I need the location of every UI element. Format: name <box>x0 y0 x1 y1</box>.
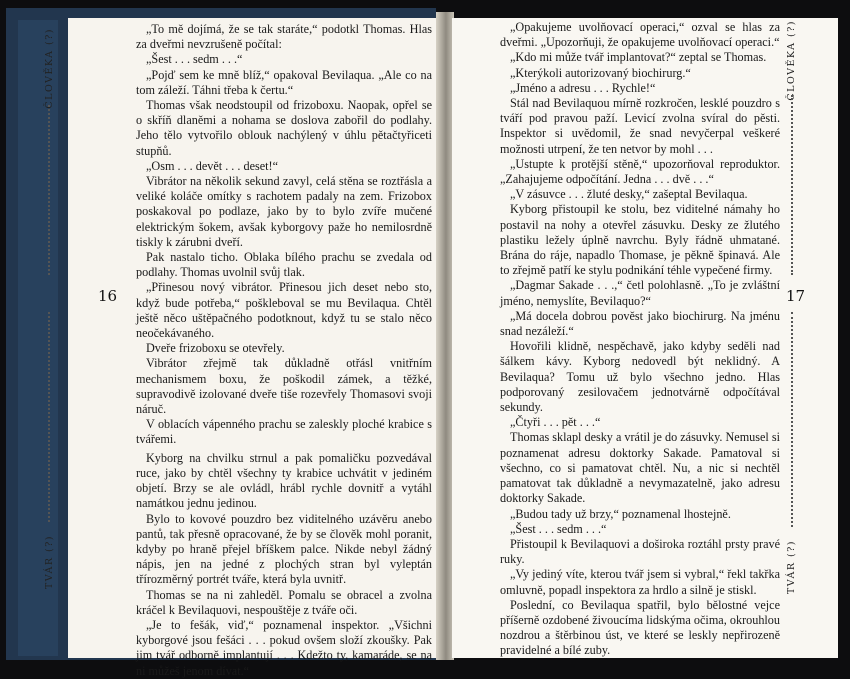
right-page-number: 17 <box>786 287 806 305</box>
paragraph: Hovořili klidně, nespěchavě, jako kdyby seděli nad šálkem kávy. Kyborg nedovedl být neklidný. A Bevilaqua? Tomu už bylo všechno jedno. Hlas podporovaný zesilovačem jednotvárně odpočítával sekundy. <box>500 339 780 415</box>
left-dotted-rule-top <box>48 105 50 275</box>
right-dotted-rule-top <box>791 95 793 275</box>
paragraph: „Šest . . . sedm . . .“ <box>510 521 607 536</box>
paragraph: Thomas však neodstoupil od frizoboxu. Naopak, opřel se o skříň dlaněmi a nohama se doslova zabořil do podlahy. Jeho tělo vytvořilo oblouk nachýlený v úhlu pětačtyřiceti stupňů. <box>136 98 432 158</box>
paragraph: V oblacích vápenného prachu se zaleskly ploché krabice s tvářemi. <box>136 417 432 447</box>
paragraph: Bylo to kovové pouzdro bez viditelného uzávěru anebo pantů, tak přesně opracované, že by se člověk mohl poranit, kdyby po hraně přejel bříškem palce. Nikde nebyl žádný nápis, jen na jedné z plochých stran byl vyleptán třírozměrný portrét tváře, která byla uvnitř. <box>136 511 432 587</box>
paragraph: „Osm . . . devět . . . deset!“ <box>146 158 278 173</box>
paragraph: Pak nastalo ticho. Oblaka bílého prachu se zvedala od podlahy. Thomas uvolnil svůj tlak. <box>136 250 432 280</box>
left-page-number: 16 <box>98 287 118 305</box>
paragraph: „Opakujeme uvolňovací operaci,“ ozval se hlas za dveřmi. „Upozorňuji, že opakujeme uvolňovací operaci.“ <box>500 20 780 50</box>
paragraph: „Šest . . . sedm . . .“ <box>146 52 243 67</box>
paragraph: Vibrátor zřejmě tak důkladně otřásl vnitřním mechanismem boxu, že poškodil zámek, a těžké, supravodivě izolované dveře tiše rozevřely Thomasovi svoji náruč. <box>136 356 432 417</box>
paragraph: „Jméno a adresu . . . Rychle!“ <box>510 80 656 95</box>
paragraph: „Budou tady už brzy,“ poznamenal lhostejně. <box>510 506 731 521</box>
left-running-head-bottom: TVÁR (?) <box>44 535 55 590</box>
left-dotted-rule-bottom <box>48 312 50 522</box>
paragraph: Thomas se na ni zahleděl. Pomalu se obracel a zvolna kráčel k Bevilaquovi, nespouštěje z tváře oči. <box>136 587 432 617</box>
paragraph: „Čtyři . . . pět . . .“ <box>510 415 601 430</box>
paragraph: Thomas sklapl desky a vrátil je do zásuvky. Nemusel si poznamenat adresu doktorky Sakade. Pamatoval si všechno, co si pamatovat chtěl. Nu, a nic si nechtěl pamatovat tak důkladně a nevymazatelně, jako adresu doktorky Sakade. <box>500 430 780 506</box>
paragraph: „Vy jediný víte, kterou tvář jsem si vybral,“ řekl takřka omluvně, popadl inspektora za hrdlo a silně je stiskl. <box>500 567 780 597</box>
paragraph: „Dagmar Sakade . . .,“ četl polohlasně. „To je zvláštní jméno, nemyslíte, Bevilaquo?“ <box>500 278 780 308</box>
paragraph: „Kdo mi může tvář implantovat?“ zeptal se Thomas. <box>510 50 767 65</box>
paragraph: Vibrátor na několik sekund zavyl, celá stěna se roztřásla a veliké koláče omítky s rachotem padaly na zem. Frizobox poskakoval po podlaze, jako by to bylo zvíře mučené elektrickým šokem, avšak kyborgovy paže ho nemilosrdně tiskly k zárubni dveří. <box>136 174 432 249</box>
paragraph: Dveře frizoboxu se otevřely. <box>146 341 285 356</box>
paragraph: „Přinesou nový vibrátor. Přinesou jich deset nebo sto, když bude potřeba,“ poškleboval se mu Bevilaqua. Chtěl ještě něco uštěpačného podotknout, když tu se stalo něco neočekávaného. <box>136 280 432 341</box>
right-page-text <box>500 20 780 659</box>
paragraph: „Ustupte k protější stěně,“ upozorňoval reproduktor. „Zahajujeme odpočítání. Jedna . . . dvě . . .“ <box>500 156 780 187</box>
right-running-head-bottom: TVÁR (?) <box>786 540 797 595</box>
paragraph: Kyborg přistoupil ke stolu, bez viditelné námahy ho postavil na nohy a otevřel zásuvku. Desky ze žlutého plastiku ležely úplně navrchu. Byly řádně uhmatané. Brána do ráje, napadlo Thomase, je pěkně špinavá. Ale to zřejmě patří ke stylu podnikání téhle vypečené firmy. <box>500 202 780 278</box>
right-dotted-rule-bottom <box>791 312 793 527</box>
paragraph: „V zásuvce . . . žluté desky,“ zašeptal Bevilaqua. <box>510 187 748 202</box>
paragraph: „Kterýkoli autorizovaný biochirurg.“ <box>510 65 691 80</box>
left-page-text <box>136 22 432 679</box>
paragraph: „To mě dojímá, že se tak staráte,“ podotkl Thomas. Hlas za dveřmi nevzrušeně počítal: <box>136 22 432 52</box>
paragraph: Přistoupil k Bevilaquovi a doširoka roztáhl prsty pravé ruky. <box>500 536 780 567</box>
paragraph: „Pojď sem ke mně blíž,“ opakoval Bevilaqua. „Ale co na tom záleží. Táhni třeba k čertu.“ <box>136 67 432 97</box>
paragraph: Stál nad Bevilaquou mírně rozkročen, lesklé pouzdro s tváří pod pravou paží. Levicí zvolna svíral do pěsti. Inspektor si uvědomil, že snad nevyčerpal veškeré možnosti utrpení, že ten netvor by mohl . . . <box>500 96 780 156</box>
paragraph: „Je to fešák, viď,“ poznamenal inspektor. „Všichni kyborgové jsou fešáci . . . pokud ovšem složí zkoušky. Pak jim tvář odborně implantují . . . Kdežto ty, kamaráde, se na ni můžeš jenom dívat.“ <box>136 617 432 678</box>
paragraph: „Má docela dobrou pověst jako biochirurg. Na jménu snad nezáleží.“ <box>500 308 780 339</box>
left-running-head-top: ČLOVĚKA (?) <box>44 28 55 109</box>
right-running-head-top: ČLOVĚKA (?) <box>786 20 797 101</box>
paragraph: Poslední, co Bevilaqua spatřil, bylo bělostné vejce příšerně ozdobené živoucíma lidskýma očima, okrouhlou nozdrou a štěrbinou úst, ve které se leskly nepřirozeně pravidelné a bílé zuby. <box>500 597 780 658</box>
paragraph: Kyborg na chvilku strnul a pak pomaličku pozvedával ruce, jako by chtěl všechny ty krabice uchvátit v jediném objetí. Brzy se ale ovládl, hrábl rychle dovnitř a vytáhl namátkou jednu jedinou. <box>136 450 432 511</box>
